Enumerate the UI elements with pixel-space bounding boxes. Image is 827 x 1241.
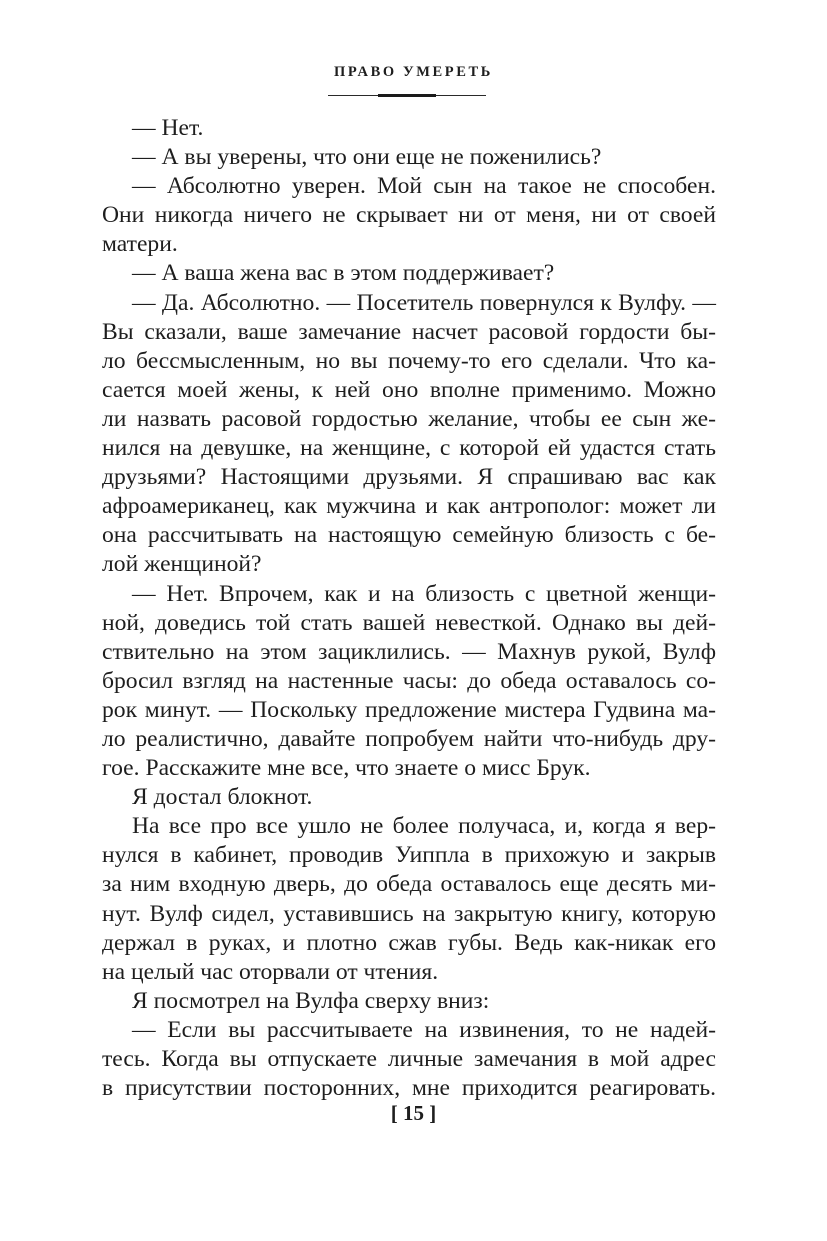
text-line: — Да. Абсолютно. — Посетитель повернулся к Вулфу. — (132, 289, 716, 316)
text-line: — Абсолютно уверен. Мой сын на такое не способен. (132, 173, 716, 200)
text-line: бросил взгляд на настенные часы: до обеда оставалось со- (102, 667, 716, 694)
text-line: — Нет. (132, 115, 204, 141)
text-line: за ним входную дверь, до обеда оставалось еще десять ми- (102, 871, 716, 898)
text-line: держал в руках, и плотно сжав губы. Ведь как-никак его (102, 929, 716, 956)
text-line: ли назвать расовой гордостью желание, чтобы ее сын же- (102, 405, 716, 432)
running-title: ПРАВО УМЕРЕТЬ (334, 64, 493, 80)
text-line: ствительно на этом зациклились. — Махнув рукой, Вулф (102, 638, 716, 665)
text-line: ло бессмысленным, но вы почему-то его сделали. Что ка- (102, 347, 716, 374)
text-line: на целый час оторвали от чтения. (102, 958, 439, 985)
text-line: она рассчитывать на настоящую семейную близость с бе- (102, 522, 716, 549)
text-line: лой женщиной? (102, 551, 262, 578)
text-line: ной, доведись той стать вашей невесткой. Однако вы дей- (102, 609, 716, 636)
text-line: афроамериканец, как мужчина и как антрополог: может ли (102, 493, 716, 520)
text-line: — Нет. Впрочем, как и на близость с цветной женщи- (132, 580, 716, 607)
text-line: нулся в кабинет, проводив Уиппла в прихожую и закрыв (102, 842, 716, 869)
text-line: гое. Расскажите мне все, что знаете о мисс Брук. (102, 755, 591, 782)
text-line: Я достал блокнот. (132, 784, 313, 811)
text-line: На все про все ушло не более получаса, и, когда я вер- (132, 813, 716, 840)
text-line: сается моей жены, к ней оно вполне применимо. Можно (102, 376, 716, 403)
text-line: нут. Вулф сидел, уставившись на закрытую книгу, которую (102, 900, 716, 927)
text-line: — А ваша жена вас в этом поддерживает? (132, 260, 555, 287)
page-header (0, 62, 827, 82)
text-line: Вы сказали, ваше замечание насчет расовой гордости бы- (102, 318, 716, 345)
page-number: [ 15 ] (390, 1101, 437, 1125)
body-text (102, 114, 716, 1103)
text-line: ло реалистично, давайте попробуем найти что-нибудь дру- (102, 725, 716, 752)
text-line: в присутствии посторонних, мне приходится реагировать. (102, 1075, 716, 1102)
text-line: матери. (102, 231, 178, 258)
text-line: Они никогда ничего не скрывает ни от меня, ни от своей (102, 202, 716, 229)
text-line: — А вы уверены, что они еще не поженились? (132, 144, 602, 171)
text-line: друзьями? Настоящими друзьями. Я спрашиваю вас как (102, 464, 716, 491)
text-line: — Если вы рассчитываете на извинения, то не надей- (132, 1016, 716, 1043)
text-line: Я посмотрел на Вулфа сверху вниз: (132, 987, 490, 1014)
text-line: нился на девушке, на женщине, с которой ей удастся стать (102, 435, 716, 462)
header-rule-accent (378, 94, 436, 97)
text-line: рок минут. — Поскольку предложение мистера Гудвина ма- (102, 696, 716, 723)
text-line: тесь. Когда вы отпускаете личные замечания в мой адрес (102, 1046, 716, 1072)
